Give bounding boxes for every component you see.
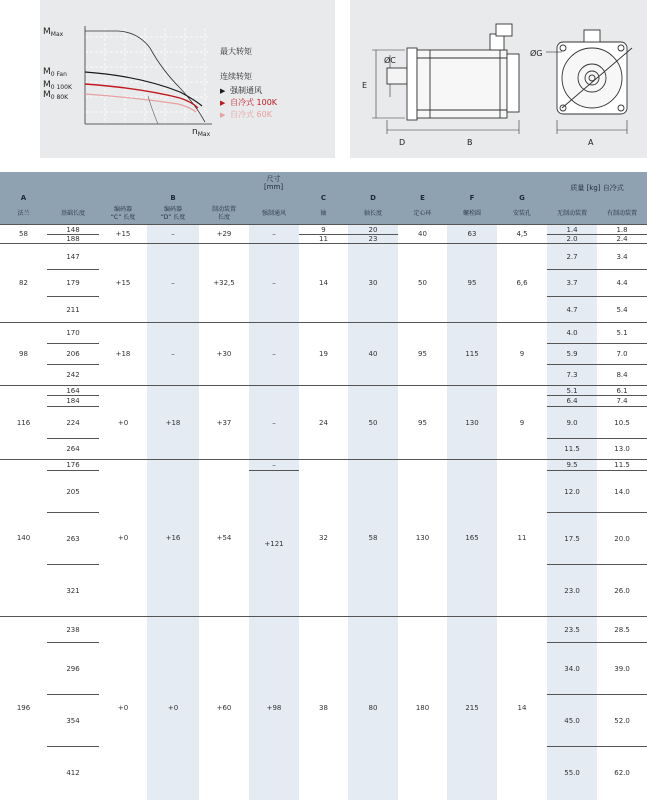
cell-shaft: 11: [299, 235, 348, 244]
cell-hole: 11: [497, 460, 547, 617]
dim-label-g: ØG: [530, 49, 543, 58]
cell-enc-c: +15: [99, 244, 147, 323]
cell-fan: –: [249, 460, 299, 471]
cell-mass-no-brake: 45.0: [547, 695, 597, 747]
dimensions-table: [0, 172, 647, 800]
table-row: [0, 244, 647, 270]
cell-fan: +121: [249, 471, 299, 617]
torque-speed-chart: [40, 0, 335, 158]
cell-base-length: 242: [47, 365, 99, 386]
cell-mass-with-brake: 5.4: [597, 297, 647, 323]
cell-fan: –: [249, 244, 299, 323]
cell-fan: –: [249, 225, 299, 244]
sub-hole: 安装孔: [497, 203, 547, 225]
sub-base-length: 基础长度: [47, 203, 99, 225]
col-f: F: [447, 193, 497, 203]
table-header-title-row: [0, 172, 647, 193]
cell-pilot: 180: [398, 617, 447, 800]
cell-mass-with-brake: 13.0: [597, 439, 647, 460]
cell-mass-no-brake: 2.7: [547, 244, 597, 270]
cell-mass-with-brake: 5.1: [597, 323, 647, 344]
cell-hole: 9: [497, 323, 547, 386]
cell-flange: 196: [0, 617, 47, 800]
cell-enc-d: –: [147, 323, 199, 386]
cell-hole: 6,6: [497, 244, 547, 323]
sub-with-brake: 有制动装置: [597, 203, 647, 225]
col-b: B: [47, 193, 299, 203]
cell-mass-with-brake: 11.5: [597, 460, 647, 471]
cell-mass-no-brake: 23.5: [547, 617, 597, 643]
cell-mass-with-brake: 52.0: [597, 695, 647, 747]
cell-mass-with-brake: 10.5: [597, 407, 647, 439]
cell-base-length: 211: [47, 297, 99, 323]
cell-fan: +98: [249, 617, 299, 800]
col-c: C: [299, 193, 348, 203]
cell-enc-c: +0: [99, 460, 147, 617]
sub-shaft: 轴: [299, 203, 348, 225]
cell-brake: +37: [199, 386, 249, 460]
dim-label-e: E: [362, 81, 368, 90]
cell-mass-no-brake: 6.4: [547, 396, 597, 407]
sub-flange: 法兰: [0, 203, 47, 225]
cell-base-length: 224: [47, 407, 99, 439]
col-g: G: [497, 193, 547, 203]
ylabel-fan: $M_{0 Fan}$: [43, 67, 67, 78]
cell-hole: 4,5: [497, 225, 547, 244]
cell-mass-with-brake: 14.0: [597, 471, 647, 513]
ylabel-max: $M_{Max}$: [43, 27, 64, 38]
cell-pilot: 130: [398, 460, 447, 617]
cell-enc-d: +16: [147, 460, 199, 617]
header-mass: 质量 [kg] 自冷式: [547, 172, 647, 203]
table-body: [0, 225, 647, 800]
cell-mass-no-brake: 11.5: [547, 439, 597, 460]
cell-enc-c: +0: [99, 617, 147, 800]
cell-mass-with-brake: 28.5: [597, 617, 647, 643]
cell-mass-no-brake: 5.1: [547, 386, 597, 396]
cell-mass-no-brake: 23.0: [547, 565, 597, 617]
cell-mass-with-brake: 7.0: [597, 344, 647, 365]
cell-pilot: 95: [398, 323, 447, 386]
cell-fan: –: [249, 323, 299, 386]
sub-no-brake: 无制动装置: [547, 203, 597, 225]
cell-bolt-circle: 95: [447, 244, 497, 323]
cell-base-length: 206: [47, 344, 99, 365]
ylabel-100k: $M_{0 100K}$: [43, 80, 72, 91]
legend-forced-air-marker: ▶: [220, 87, 226, 95]
cell-mass-no-brake: 9.0: [547, 407, 597, 439]
cell-mass-with-brake: 39.0: [597, 643, 647, 695]
sub-bolt-circle: 螺栓圆: [447, 203, 497, 225]
cell-enc-d: –: [147, 244, 199, 323]
cell-mass-no-brake: 4.0: [547, 323, 597, 344]
cell-base-length: 188: [47, 235, 99, 244]
legend-self-cool-80k: 自冷式 60K: [230, 110, 272, 119]
cell-mass-no-brake: 55.0: [547, 747, 597, 800]
cell-base-length: 176: [47, 460, 99, 471]
cell-brake: +30: [199, 323, 249, 386]
header-title: 尺寸: [266, 174, 281, 183]
col-e: E: [398, 193, 447, 203]
cell-base-length: 263: [47, 513, 99, 565]
cell-mass-with-brake: 3.4: [597, 244, 647, 270]
cell-enc-d: +18: [147, 386, 199, 460]
cell-bolt-circle: 63: [447, 225, 497, 244]
cell-mass-with-brake: 2.4: [597, 235, 647, 244]
cell-mass-with-brake: 4.4: [597, 270, 647, 297]
header-dimensions: [0, 172, 547, 193]
cell-bolt-circle: 130: [447, 386, 497, 460]
header-unit: [mm]: [263, 182, 284, 191]
cell-flange: 82: [0, 244, 47, 323]
cell-mass-no-brake: 2.0: [547, 235, 597, 244]
ylabel-80k: $M_{0 80K}$: [43, 90, 69, 101]
forced-air-curve: [85, 72, 202, 106]
table-row: [0, 617, 647, 643]
sub-brake: 制动装置 长度: [199, 203, 249, 225]
cell-shaft-len: 40: [348, 323, 398, 386]
legend-continuous-torque: 连续转矩: [220, 72, 252, 81]
cell-enc-c: +15: [99, 225, 147, 244]
col-d: D: [348, 193, 398, 203]
cell-mass-no-brake: 4.7: [547, 297, 597, 323]
chart-grid: [85, 28, 208, 124]
sub-pilot: 定心环: [398, 203, 447, 225]
table-row: [0, 323, 647, 344]
cell-fan: –: [249, 386, 299, 460]
cell-base-length: 147: [47, 244, 99, 270]
cell-base-length: 148: [47, 225, 99, 235]
cell-brake: +29: [199, 225, 249, 244]
dim-label-b: B: [467, 138, 473, 147]
cell-mass-no-brake: 12.0: [547, 471, 597, 513]
cell-mass-with-brake: 62.0: [597, 747, 647, 800]
cell-shaft-len: 80: [348, 617, 398, 800]
cell-enc-d: –: [147, 225, 199, 244]
cell-shaft: 19: [299, 323, 348, 386]
sub-enc-c: 编码器 “C” 长度: [99, 203, 147, 225]
cell-bolt-circle: 165: [447, 460, 497, 617]
cell-shaft: 24: [299, 386, 348, 460]
dim-label-d: D: [399, 138, 406, 147]
cell-base-length: 264: [47, 439, 99, 460]
cell-shaft-len: 30: [348, 244, 398, 323]
motor-drawing-panel: [350, 0, 647, 158]
cell-shaft: 38: [299, 617, 348, 800]
cell-flange: 98: [0, 323, 47, 386]
table-row: [0, 235, 647, 244]
cell-pilot: 40: [398, 225, 447, 244]
cell-bolt-circle: 115: [447, 323, 497, 386]
dim-label-a: A: [588, 138, 594, 147]
dim-label-c: ØC: [384, 56, 396, 65]
sub-fan: 强制通风: [249, 203, 299, 225]
cell-mass-with-brake: 8.4: [597, 365, 647, 386]
cell-shaft-len: 50: [348, 386, 398, 460]
cell-base-length: 321: [47, 565, 99, 617]
cell-brake: +32,5: [199, 244, 249, 323]
cell-base-length: 184: [47, 396, 99, 407]
motor-front-view: [557, 30, 632, 114]
cell-base-length: 296: [47, 643, 99, 695]
cell-mass-with-brake: 6.1: [597, 386, 647, 396]
motor-side-view: [387, 24, 519, 120]
cell-base-length: 164: [47, 386, 99, 396]
cell-enc-c: +18: [99, 323, 147, 386]
legend-100k-marker: ▶: [220, 99, 226, 107]
cell-mass-no-brake: 17.5: [547, 513, 597, 565]
cell-shaft: 9: [299, 225, 348, 235]
cell-hole: 14: [497, 617, 547, 800]
table-row: [0, 225, 647, 235]
cell-enc-d: +0: [147, 617, 199, 800]
cell-mass-no-brake: 9.5: [547, 460, 597, 471]
legend-max-torque: 最大转矩: [220, 47, 252, 56]
cell-base-length: 170: [47, 323, 99, 344]
xlabel: $n_{Max}$: [192, 127, 211, 138]
cell-hole: 9: [497, 386, 547, 460]
cell-mass-no-brake: 7.3: [547, 365, 597, 386]
legend-self-cool-100k: 自冷式 100K: [230, 98, 278, 107]
cell-base-length: 238: [47, 617, 99, 643]
cell-base-length: 179: [47, 270, 99, 297]
cell-shaft: 14: [299, 244, 348, 323]
table-row: [0, 386, 647, 396]
cell-shaft-len: 20: [348, 225, 398, 235]
cell-mass-no-brake: 34.0: [547, 643, 597, 695]
cell-bolt-circle: 215: [447, 617, 497, 800]
sub-shaft-len: 轴长度: [348, 203, 398, 225]
cell-pilot: 50: [398, 244, 447, 323]
legend-80k-marker: ▶: [220, 111, 226, 119]
cell-enc-c: +0: [99, 386, 147, 460]
cell-shaft-len: 58: [348, 460, 398, 617]
cell-base-length: 412: [47, 747, 99, 800]
cell-base-length: 205: [47, 471, 99, 513]
cell-mass-with-brake: 26.0: [597, 565, 647, 617]
table-row: [0, 460, 647, 471]
cell-mass-with-brake: 20.0: [597, 513, 647, 565]
cell-mass-no-brake: 1.4: [547, 225, 597, 235]
cell-brake: +54: [199, 460, 249, 617]
cell-flange: 58: [0, 225, 47, 244]
table-header-sub-row: [0, 203, 647, 225]
sub-enc-d: 编码器 “D” 长度: [147, 203, 199, 225]
cell-shaft-len: 23: [348, 235, 398, 244]
cell-pilot: 95: [398, 386, 447, 460]
legend-forced-air: 强制通风: [230, 86, 262, 95]
cell-flange: 140: [0, 460, 47, 617]
cell-brake: +60: [199, 617, 249, 800]
cell-mass-no-brake: 3.7: [547, 270, 597, 297]
cell-shaft: 32: [299, 460, 348, 617]
cell-base-length: 354: [47, 695, 99, 747]
cell-mass-with-brake: 7.4: [597, 396, 647, 407]
torque-chart-panel: [40, 0, 335, 158]
motor-dimension-drawing: [350, 0, 647, 158]
cell-mass-no-brake: 5.9: [547, 344, 597, 365]
col-a: A: [0, 193, 47, 203]
cell-mass-with-brake: 1.8: [597, 225, 647, 235]
cell-flange: 116: [0, 386, 47, 460]
